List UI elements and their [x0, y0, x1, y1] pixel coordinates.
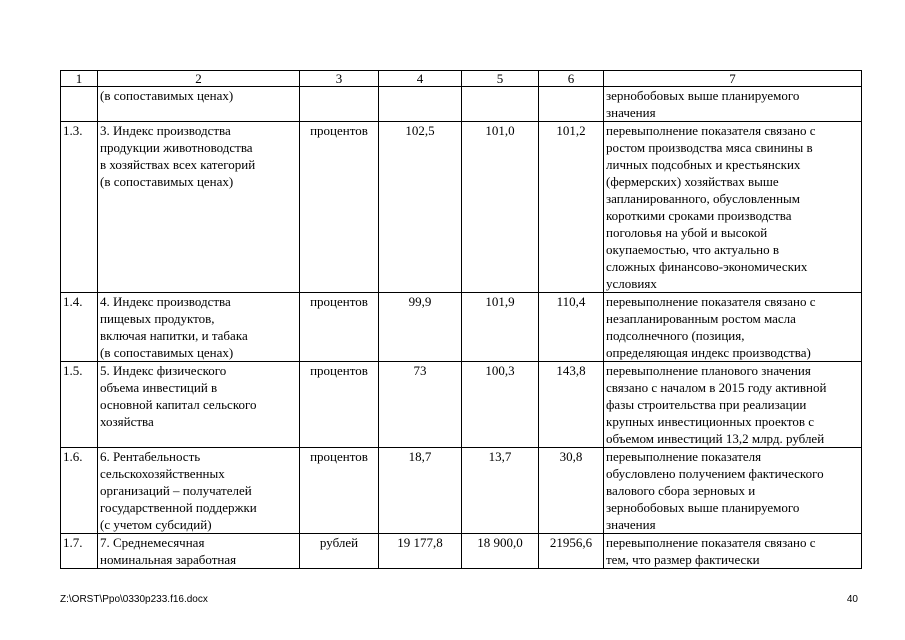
- indicator-name-line: 4. Индекс производства: [100, 294, 231, 309]
- row-number: 1.6.: [61, 448, 98, 534]
- note-cell-line: поголовья на убой и высокой: [606, 225, 768, 240]
- note-cell-line: сложных финансово-экономических: [606, 259, 808, 274]
- value-col5: 18 900,0: [462, 534, 539, 569]
- note-cell-line: перевыполнение планового значения: [606, 363, 811, 378]
- note-cell-line: определяющая индекс производства): [606, 345, 811, 360]
- note-cell: [604, 534, 862, 569]
- indicator-name: [98, 293, 300, 362]
- note-cell-line: подсолнечного (позиция,: [606, 328, 745, 343]
- note-cell: [604, 448, 862, 534]
- indicator-name-line: пищевых продуктов,: [100, 311, 215, 326]
- value-col5: 101,0: [462, 122, 539, 293]
- indicator-name-line: продукции животноводства: [100, 140, 253, 155]
- indicator-name: [98, 448, 300, 534]
- note-cell-line: перевыполнение показателя связано с: [606, 123, 816, 138]
- indicator-name-line: организаций – получателей: [100, 483, 252, 498]
- indicator-name-line: 3. Индекс производства: [100, 123, 231, 138]
- indicator-name-line: сельскохозяйственных: [100, 466, 225, 481]
- value-col6: 143,8: [539, 362, 604, 448]
- note-cell-line: тем, что размер фактически: [606, 552, 760, 567]
- row-number: 1.5.: [61, 362, 98, 448]
- header-cell: 4: [379, 71, 462, 87]
- indicator-name-line: (с учетом субсидий): [100, 517, 212, 532]
- note-cell-line: зернобобовых выше планируемого: [606, 88, 800, 103]
- note-cell-line: значения: [606, 517, 656, 532]
- note-cell-line: значения: [606, 105, 656, 120]
- header-cell: 3: [300, 71, 379, 87]
- note-cell-line: перевыполнение показателя связано с: [606, 294, 816, 309]
- indicator-name: [98, 87, 300, 122]
- value-col6: 30,8: [539, 448, 604, 534]
- header-cell: 1: [61, 71, 98, 87]
- unit-cell: процентов: [300, 293, 379, 362]
- header-cell: 5: [462, 71, 539, 87]
- indicator-name: [98, 362, 300, 448]
- indicator-name: [98, 122, 300, 293]
- note-cell-line: короткими сроками производства: [606, 208, 792, 223]
- unit-cell: процентов: [300, 448, 379, 534]
- table-header-row: [61, 71, 862, 87]
- note-cell-line: (фермерских) хозяйствах выше: [606, 174, 779, 189]
- indicator-name-line: (в сопоставимых ценах): [100, 88, 234, 103]
- header-cell: 6: [539, 71, 604, 87]
- note-cell-line: перевыполнение показателя: [606, 449, 762, 464]
- value-col4: 73: [379, 362, 462, 448]
- note-cell-line: незапланированным ростом масла: [606, 311, 796, 326]
- header-cell: 2: [98, 71, 300, 87]
- document-path: Z:\ORST\Ppo\0330p233.f16.docx: [60, 594, 208, 605]
- note-cell: [604, 293, 862, 362]
- value-col4: 19 177,8: [379, 534, 462, 569]
- indicator-name-line: 5. Индекс физического: [100, 363, 227, 378]
- indicator-name-line: в хозяйствах всех категорий: [100, 157, 256, 172]
- note-cell-line: фазы строительства при реализации: [606, 397, 807, 412]
- note-cell-line: запланированного, обусловленным: [606, 191, 800, 206]
- note-cell-line: окупаемостью, что актуально в: [606, 242, 779, 257]
- note-cell-line: условиях: [606, 276, 657, 291]
- value-col5: 101,9: [462, 293, 539, 362]
- note-cell-line: связано с началом в 2015 году активной: [606, 380, 827, 395]
- value-col6: 101,2: [539, 122, 604, 293]
- table-row: [61, 448, 862, 534]
- value-col6: [539, 87, 604, 122]
- row-number: 1.7.: [61, 534, 98, 569]
- unit-cell: процентов: [300, 122, 379, 293]
- note-cell-line: перевыполнение показателя связано с: [606, 535, 816, 550]
- header-cell: 7: [604, 71, 862, 87]
- table-row: [61, 122, 862, 293]
- note-cell: [604, 362, 862, 448]
- value-col4: 102,5: [379, 122, 462, 293]
- note-cell-line: крупных инвестиционных проектов с: [606, 414, 815, 429]
- value-col5: 13,7: [462, 448, 539, 534]
- value-col4: 99,9: [379, 293, 462, 362]
- note-cell-line: валового сбора зерновых и: [606, 483, 756, 498]
- note-cell-line: ростом производства мяса свинины в: [606, 140, 813, 155]
- indicator-name-line: включая напитки, и табака: [100, 328, 248, 343]
- unit-cell: рублей: [300, 534, 379, 569]
- indicator-name-line: объема инвестиций в: [100, 380, 218, 395]
- note-cell-line: объемом инвестиций 13,2 млрд. рублей: [606, 431, 825, 446]
- table-row: [61, 362, 862, 448]
- row-number: 1.3.: [61, 122, 98, 293]
- indicators-table: [60, 70, 862, 569]
- indicator-name: [98, 534, 300, 569]
- table-row: [61, 534, 862, 569]
- note-cell-line: обусловлено получением фактического: [606, 466, 824, 481]
- table-row: [61, 87, 862, 122]
- unit-cell: [300, 87, 379, 122]
- indicator-name-line: (в сопоставимых ценах): [100, 345, 234, 360]
- value-col6: 21956,6: [539, 534, 604, 569]
- indicator-name-line: 7. Среднемесячная: [100, 535, 205, 550]
- page-number: 40: [846, 594, 858, 605]
- note-cell: [604, 122, 862, 293]
- indicator-name-line: 6. Рентабельность: [100, 449, 201, 464]
- note-cell-line: зернобобовых выше планируемого: [606, 500, 800, 515]
- indicator-name-line: основной капитал сельского: [100, 397, 257, 412]
- unit-cell: процентов: [300, 362, 379, 448]
- indicator-name-line: государственной поддержки: [100, 500, 257, 515]
- value-col5: [462, 87, 539, 122]
- indicator-name-line: (в сопоставимых ценах): [100, 174, 234, 189]
- note-cell: [604, 87, 862, 122]
- note-cell-line: личных подсобных и крестьянских: [606, 157, 801, 172]
- row-number: [61, 87, 98, 122]
- row-number: 1.4.: [61, 293, 98, 362]
- table-row: [61, 293, 862, 362]
- indicator-name-line: номинальная заработная: [100, 552, 237, 567]
- value-col5: 100,3: [462, 362, 539, 448]
- value-col4: [379, 87, 462, 122]
- indicator-name-line: хозяйства: [100, 414, 154, 429]
- value-col6: 110,4: [539, 293, 604, 362]
- value-col4: 18,7: [379, 448, 462, 534]
